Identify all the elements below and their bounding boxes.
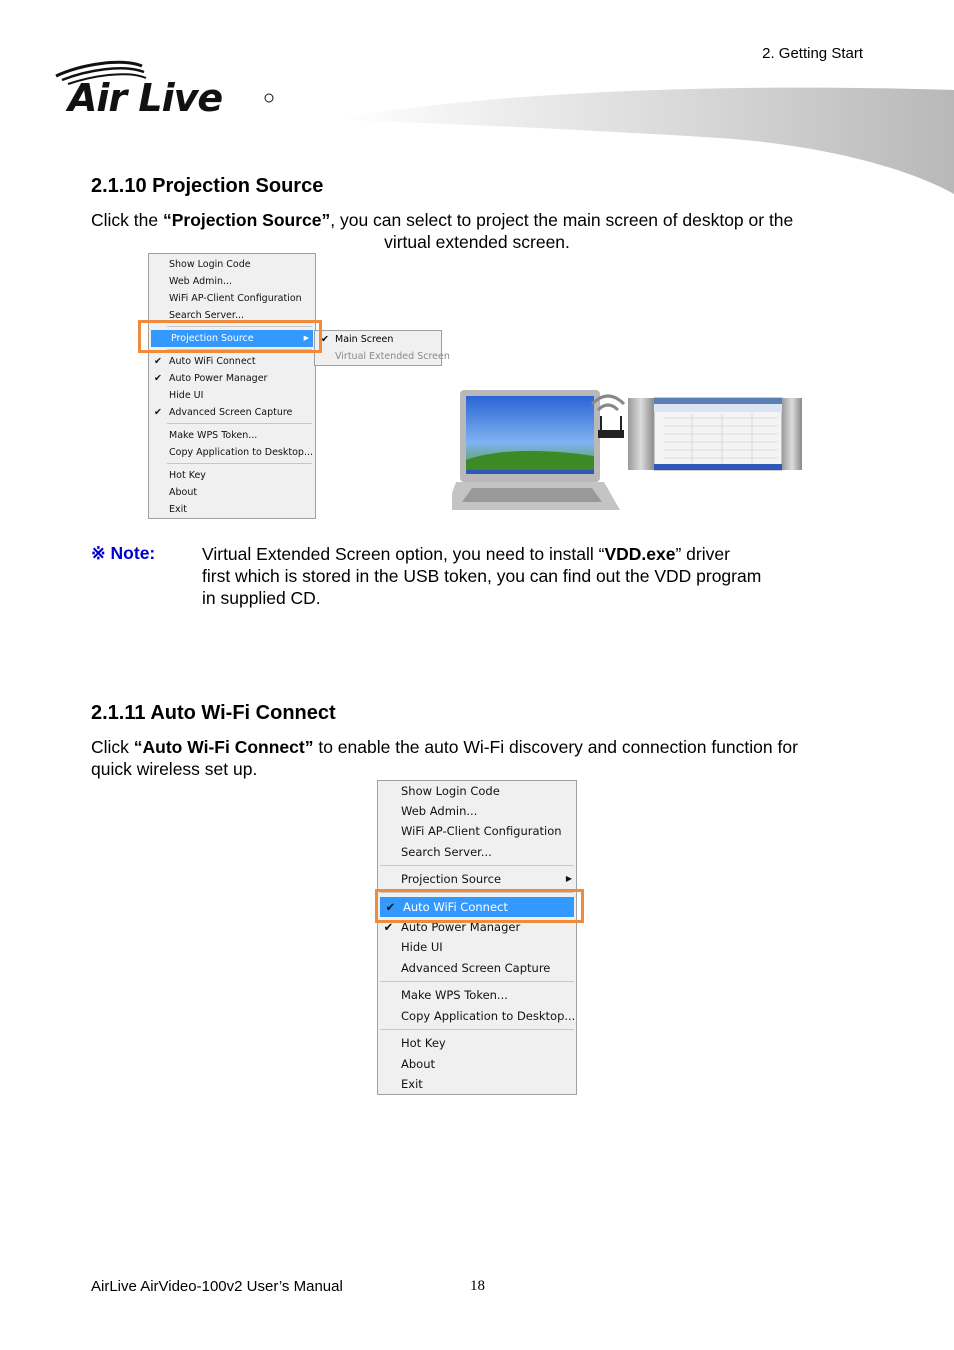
airlive-logo (52, 58, 282, 128)
projection-source-submenu (314, 330, 450, 366)
menu-item-auto-wifi-connect[interactable] (149, 353, 315, 370)
menu-item-search-server[interactable] (378, 842, 576, 862)
menu-item-make-wps-token[interactable] (149, 427, 315, 444)
menu-item-label: Advanced Screen Capture (169, 407, 293, 418)
logo-text: Air Live (68, 76, 223, 120)
menu-item-hide-ui[interactable] (149, 387, 315, 404)
reference-mark-icon: ※ (91, 543, 106, 563)
menu-item-label: Virtual Extended Screen (335, 351, 450, 362)
chapter-label: 2. Getting Start (762, 45, 863, 62)
menu-item-wifi-ap-client[interactable] (378, 821, 576, 841)
note-label (91, 543, 155, 564)
note-line3: in supplied CD. (202, 588, 321, 608)
menu-item-label: About (401, 1057, 436, 1071)
menu-item-label: Hot Key (401, 1036, 446, 1050)
para-text: , you can select to project the main screen of desktop or the (330, 210, 794, 230)
menu-item-advanced-screen-capture[interactable] (149, 404, 315, 421)
menu-item-web-admin[interactable] (378, 801, 576, 821)
callout-highlight-box (375, 889, 584, 923)
callout-highlight-box (138, 320, 322, 353)
note-line2: first which is stored in the USB token, you can find out the VDD program (202, 566, 762, 586)
menu-item-label: Hide UI (169, 390, 204, 401)
section2-paragraph-line2: quick wireless set up. (91, 759, 258, 779)
menu-item-projection-source[interactable] (378, 869, 576, 889)
check-icon: ✔ (385, 900, 396, 914)
menu-item-label: Search Server... (169, 310, 244, 321)
menu-item-label: Make WPS Token... (401, 988, 508, 1002)
menu-item-label: Web Admin... (401, 804, 478, 818)
section-heading-projection-source: 2.1.10 Projection Source (91, 175, 324, 197)
context-menu-screenshot-1 (148, 253, 316, 519)
menu-item-hot-key[interactable] (149, 467, 315, 484)
check-icon: ✔ (154, 373, 162, 384)
menu-item-wifi-ap-client[interactable] (149, 290, 315, 307)
menu-item-show-login-code[interactable] (378, 781, 576, 801)
section-heading-auto-wifi-connect: 2.1.11 Auto Wi-Fi Connect (91, 702, 336, 724)
menu-item-label: Search Server... (401, 845, 492, 859)
menu-separator (380, 865, 574, 866)
menu-item-label: Web Admin... (169, 276, 233, 287)
menu-item-label: Auto WiFi Connect (169, 356, 256, 367)
laptop-router-display-image (452, 360, 804, 520)
menu-item-web-admin[interactable] (149, 273, 315, 290)
check-icon: ✔ (383, 920, 394, 934)
para-text: to enable the auto Wi-Fi discovery and connection function for (313, 737, 798, 757)
menu-item-hot-key[interactable] (378, 1033, 576, 1053)
menu-item-label: Exit (401, 1077, 423, 1091)
projection-illustration (452, 360, 804, 520)
menu-item-about[interactable] (378, 1054, 576, 1074)
menu-item-label: WiFi AP-Client Configuration (169, 293, 302, 304)
menu-separator (167, 463, 312, 464)
check-icon: ✔ (321, 334, 329, 345)
menu-item-exit[interactable] (149, 501, 315, 518)
submenu-item-main-screen[interactable] (315, 331, 441, 348)
menu-item-label: Auto WiFi Connect (403, 900, 508, 914)
menu-item-label: Projection Source (171, 333, 254, 344)
footer-manual-title: AirLive AirVideo-100v2 User’s Manual (91, 1278, 343, 1295)
menu-item-label: About (169, 487, 198, 498)
menu-item-show-login-code[interactable] (149, 256, 315, 273)
menu-item-label: Exit (169, 504, 187, 515)
note-line1 (202, 543, 810, 565)
menu-item-hide-ui[interactable] (378, 937, 576, 957)
menu-item-label: Show Login Code (169, 259, 251, 270)
menu-item-copy-application[interactable] (149, 444, 315, 461)
menu-separator (167, 423, 312, 424)
menu-item-auto-power-manager[interactable] (149, 370, 315, 387)
menu-separator (380, 981, 574, 982)
para-text: Click (91, 737, 134, 757)
menu-item-label: Auto Power Manager (169, 373, 268, 384)
menu-item-advanced-screen-capture[interactable] (378, 958, 576, 978)
note-bold-text: VDD.exe (604, 544, 676, 564)
menu-item-copy-application[interactable] (378, 1006, 576, 1026)
menu-item-label: Show Login Code (401, 784, 500, 798)
menu-item-label: Hide UI (401, 940, 443, 954)
menu-item-label: Copy Application to Desktop... (169, 447, 314, 458)
note-text: ” driver (675, 544, 730, 564)
footer-page-number: 18 (470, 1278, 485, 1294)
section2-paragraph (91, 736, 881, 758)
menu-item-label: Advanced Screen Capture (401, 961, 551, 975)
para-bold-text: “Auto Wi-Fi Connect” (133, 737, 314, 757)
section1-paragraph (91, 209, 871, 231)
context-menu-screenshot-2 (377, 780, 577, 1095)
header-swoosh-decoration (340, 84, 954, 196)
menu-separator (380, 1029, 574, 1030)
check-icon: ✔ (154, 356, 162, 367)
menu-item-label: Hot Key (169, 470, 206, 481)
submenu-item-virtual-extended-screen[interactable] (315, 348, 450, 365)
menu-item-label: Main Screen (335, 334, 394, 345)
menu-item-label: WiFi AP-Client Configuration (401, 824, 562, 838)
check-icon: ✔ (154, 407, 162, 418)
menu-item-label: Copy Application to Desktop... (401, 1009, 576, 1023)
menu-item-label: Make WPS Token... (169, 430, 258, 441)
para-text: Click the (91, 210, 163, 230)
menu-item-about[interactable] (149, 484, 315, 501)
triangle-right-icon: ▶ (303, 334, 309, 342)
menu-item-exit[interactable] (378, 1074, 576, 1094)
section1-paragraph-line2: virtual extended screen. (384, 232, 570, 252)
note-text: Virtual Extended Screen option, you need to install “ (202, 544, 605, 564)
para-bold-text: “Projection Source” (162, 210, 331, 230)
menu-item-label: Projection Source (401, 872, 502, 886)
note-label-text: Note: (110, 543, 156, 563)
menu-item-make-wps-token[interactable] (378, 985, 576, 1005)
triangle-right-icon: ▶ (565, 874, 572, 883)
menu-item-label: Auto Power Manager (401, 920, 521, 934)
